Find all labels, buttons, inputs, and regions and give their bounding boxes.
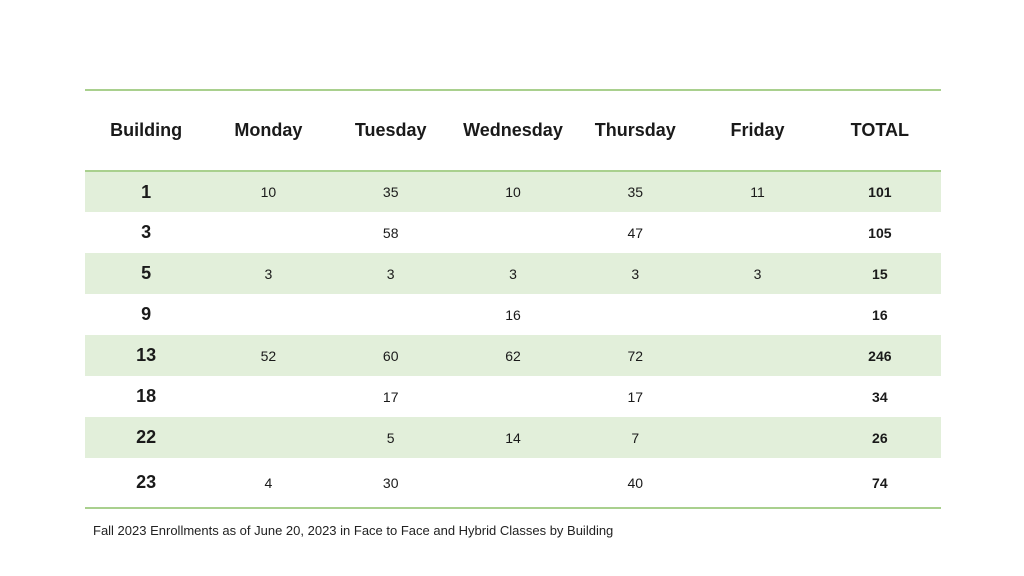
header-thursday: Thursday <box>594 120 676 140</box>
table-row <box>85 376 941 417</box>
wednesday-cell <box>452 376 574 417</box>
monday-cell: 52 <box>260 347 277 364</box>
wednesday-cell: 10 <box>505 184 521 200</box>
table-row <box>85 417 941 458</box>
header-tuesday: Tuesday <box>354 120 427 140</box>
enrollment-table-container <box>85 89 941 509</box>
thursday-cell: 3 <box>631 265 640 282</box>
table-row <box>85 171 941 212</box>
monday-cell: 4 <box>264 474 273 491</box>
building-cell: 3 <box>141 222 152 242</box>
wednesday-cell: 16 <box>505 306 521 323</box>
table-row <box>85 212 941 253</box>
table-row <box>85 253 941 294</box>
table-body <box>85 171 941 508</box>
building-cell: 13 <box>136 345 157 365</box>
friday-cell <box>696 335 818 376</box>
building-cell: 9 <box>141 304 152 324</box>
header-total: TOTAL <box>850 120 909 140</box>
header-friday: Friday <box>730 120 785 140</box>
monday-cell: 10 <box>260 184 277 200</box>
friday-cell <box>696 212 818 253</box>
total-cell: 105 <box>868 224 892 241</box>
table-row <box>85 458 941 508</box>
tuesday-cell: 58 <box>382 224 399 241</box>
thursday-cell <box>574 294 696 335</box>
monday-cell <box>207 212 329 253</box>
wednesday-cell: 62 <box>505 347 521 364</box>
thursday-cell: 17 <box>627 388 644 405</box>
wednesday-cell: 14 <box>505 429 521 446</box>
wednesday-cell <box>452 212 574 253</box>
tuesday-cell <box>330 294 452 335</box>
monday-cell <box>207 376 329 417</box>
thursday-cell: 72 <box>627 347 644 364</box>
thursday-cell: 40 <box>627 474 644 491</box>
table-row <box>85 335 941 376</box>
friday-cell <box>696 417 818 458</box>
tuesday-cell: 35 <box>382 184 399 200</box>
monday-cell: 3 <box>264 265 273 282</box>
total-cell: 34 <box>872 388 888 405</box>
friday-cell <box>696 458 818 508</box>
wednesday-cell <box>452 458 574 508</box>
friday-cell: 3 <box>753 265 762 282</box>
building-cell: 23 <box>136 472 157 492</box>
header-row <box>85 90 941 171</box>
total-cell: 15 <box>872 265 888 282</box>
tuesday-cell: 30 <box>382 474 399 491</box>
building-cell: 22 <box>136 427 157 447</box>
wednesday-cell: 3 <box>509 265 517 282</box>
thursday-cell: 7 <box>631 429 640 446</box>
thursday-cell: 35 <box>627 184 644 200</box>
total-cell: 16 <box>872 306 888 323</box>
tuesday-cell: 5 <box>386 429 395 446</box>
monday-cell <box>207 294 329 335</box>
building-cell: 5 <box>141 263 152 283</box>
thursday-cell: 47 <box>627 224 644 241</box>
tuesday-cell: 3 <box>386 265 395 282</box>
total-cell: 101 <box>868 184 892 200</box>
table-caption: Fall 2023 Enrollments as of June 20, 2023 in Face to Face and Hybrid Classes by Building <box>93 523 614 538</box>
friday-cell <box>696 376 818 417</box>
total-cell: 246 <box>868 347 892 364</box>
tuesday-cell: 60 <box>382 347 399 364</box>
header-monday: Monday <box>234 120 303 140</box>
tuesday-cell: 17 <box>382 388 399 405</box>
total-cell: 26 <box>872 429 888 446</box>
building-cell: 18 <box>136 386 157 406</box>
friday-cell: 11 <box>750 184 765 200</box>
friday-cell <box>696 294 818 335</box>
table-row <box>85 294 941 335</box>
monday-cell <box>207 417 329 458</box>
enrollment-table <box>85 89 941 509</box>
total-cell: 74 <box>872 474 888 491</box>
header-building: Building <box>110 120 183 140</box>
table-header <box>85 90 941 171</box>
header-wednesday: Wednesday <box>463 120 563 140</box>
building-cell: 1 <box>141 181 152 202</box>
